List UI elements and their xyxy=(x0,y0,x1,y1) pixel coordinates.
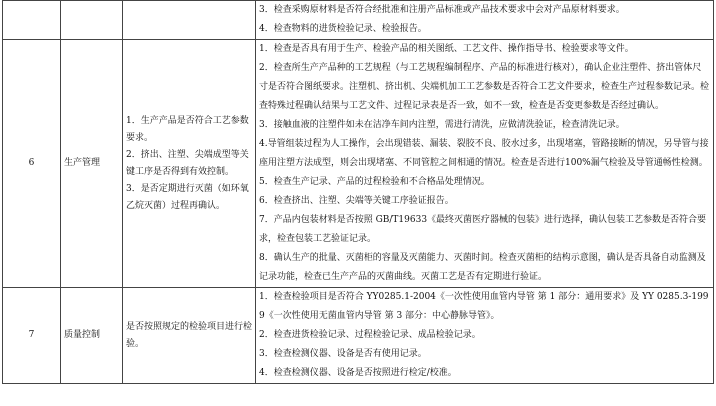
detail-line: 4．检查检测仪器、设备是否按照进行检定/校准。 xyxy=(259,368,457,378)
requirement-line: 3．是否定期进行灭菌（如环氧乙烷灭菌）过程再确认。 xyxy=(126,183,249,211)
requirements-cell xyxy=(123,288,256,384)
row-number-cell: 7 xyxy=(3,288,61,384)
detail-line: 5．检查生产记录、产品的过程检验和不合格品处理情况。 xyxy=(259,177,490,187)
item-name-cell: 质量控制 xyxy=(61,288,123,384)
detail-line: 1．检查是否具有用于生产、检验产品的相关图纸、工艺文件、操作指导书、检验要求等文件。 xyxy=(259,44,634,54)
requirement-line: 是否按照规定的检验项目进行检验。 xyxy=(126,321,253,349)
details-cell xyxy=(256,288,714,384)
details-cell xyxy=(256,1,714,40)
table-row xyxy=(3,288,714,384)
detail-line: 3．接触血液的注塑件如未在洁净车间内注塑，需进行清洗，应做清洗验证，检查清洗记录。 xyxy=(259,120,625,130)
requirement-line: 1．生产产品是否符合工艺参数要求。 xyxy=(126,115,249,143)
row-number-cell: 6 xyxy=(3,40,61,288)
detail-line: 4.导管组装过程为人工操作，会出现错装、漏装、裂胶不良、胶水过多，出现堵塞，管路接断的情况，另导管与接座用注塑方法成型，则会出现堵塞、不同管腔之间相通的情况。检查是否进行100%漏气检验及导管通畅性检测。 xyxy=(259,139,709,168)
detail-line: 8．确认生产的批量、灭菌柜的容量及灭菌能力、灭菌时间。检查灭菌柜的结构示意图，确认是否具备自动监测及记录功能，检查已生产产品的灭菌曲线。灭菌工艺是否有定期进行验证。 xyxy=(259,253,706,282)
detail-line: 2．检查进货检验记录、过程检验记录、成品检验记录。 xyxy=(259,330,481,340)
detail-line: 6．检查挤出、注塑、尖端等关键工序验证报告。 xyxy=(259,196,454,206)
detail-line: 3．检查采购原材料是否符合经批准和注册产品标准或产品技术要求中会对产品原材料要求。 xyxy=(259,5,625,15)
table-row xyxy=(3,40,714,288)
detail-line: 7．产品内包装材料是否按照 GB/T19633《最终灭菌医疗器械的包装》进行选择，确认包装工艺参数是否符合要求，检查包装工艺验证记录。 xyxy=(259,215,707,244)
table-row xyxy=(3,1,714,40)
detail-line: 3．检查检测仪器、设备是否有使用记录。 xyxy=(259,349,427,359)
requirements-cell xyxy=(123,40,256,288)
detail-line: 1．检查检验项目是否符合 YY0285.1-2004《一次性使用血管内导管 第 1 部分：通用要求》及 YY 0285.3-1999《一次性使用无菌血管内导管 第 3 部分：中心静脉导管》。 xyxy=(259,292,709,321)
inspection-table xyxy=(2,0,714,384)
item-name-cell: 生产管理 xyxy=(61,40,123,288)
requirements-cell xyxy=(123,1,256,40)
requirement-line: 2．挤出、注塑、尖端成型等关键工序是否得到有效控制。 xyxy=(126,149,249,177)
detail-line: 2．检查所生产产品种的工艺规程（与工艺规程编制程序、产品的标准进行核对），确认企业注塑件、挤出管体尺寸是否符合图纸要求。注塑机、挤出机、尖端机加工工艺参数是否符合工艺文件要求，检查生产过程参数记录。检查特殊过程确认结果与工艺文件、过程记录表是否一致，如不一致，检查是否变更参数是否经过确认。 xyxy=(259,63,710,111)
detail-line: 4．检查物料的进货检验记录、检验报告。 xyxy=(259,24,427,34)
row-number-cell xyxy=(3,1,61,40)
details-cell xyxy=(256,40,714,288)
item-name-cell xyxy=(61,1,123,40)
